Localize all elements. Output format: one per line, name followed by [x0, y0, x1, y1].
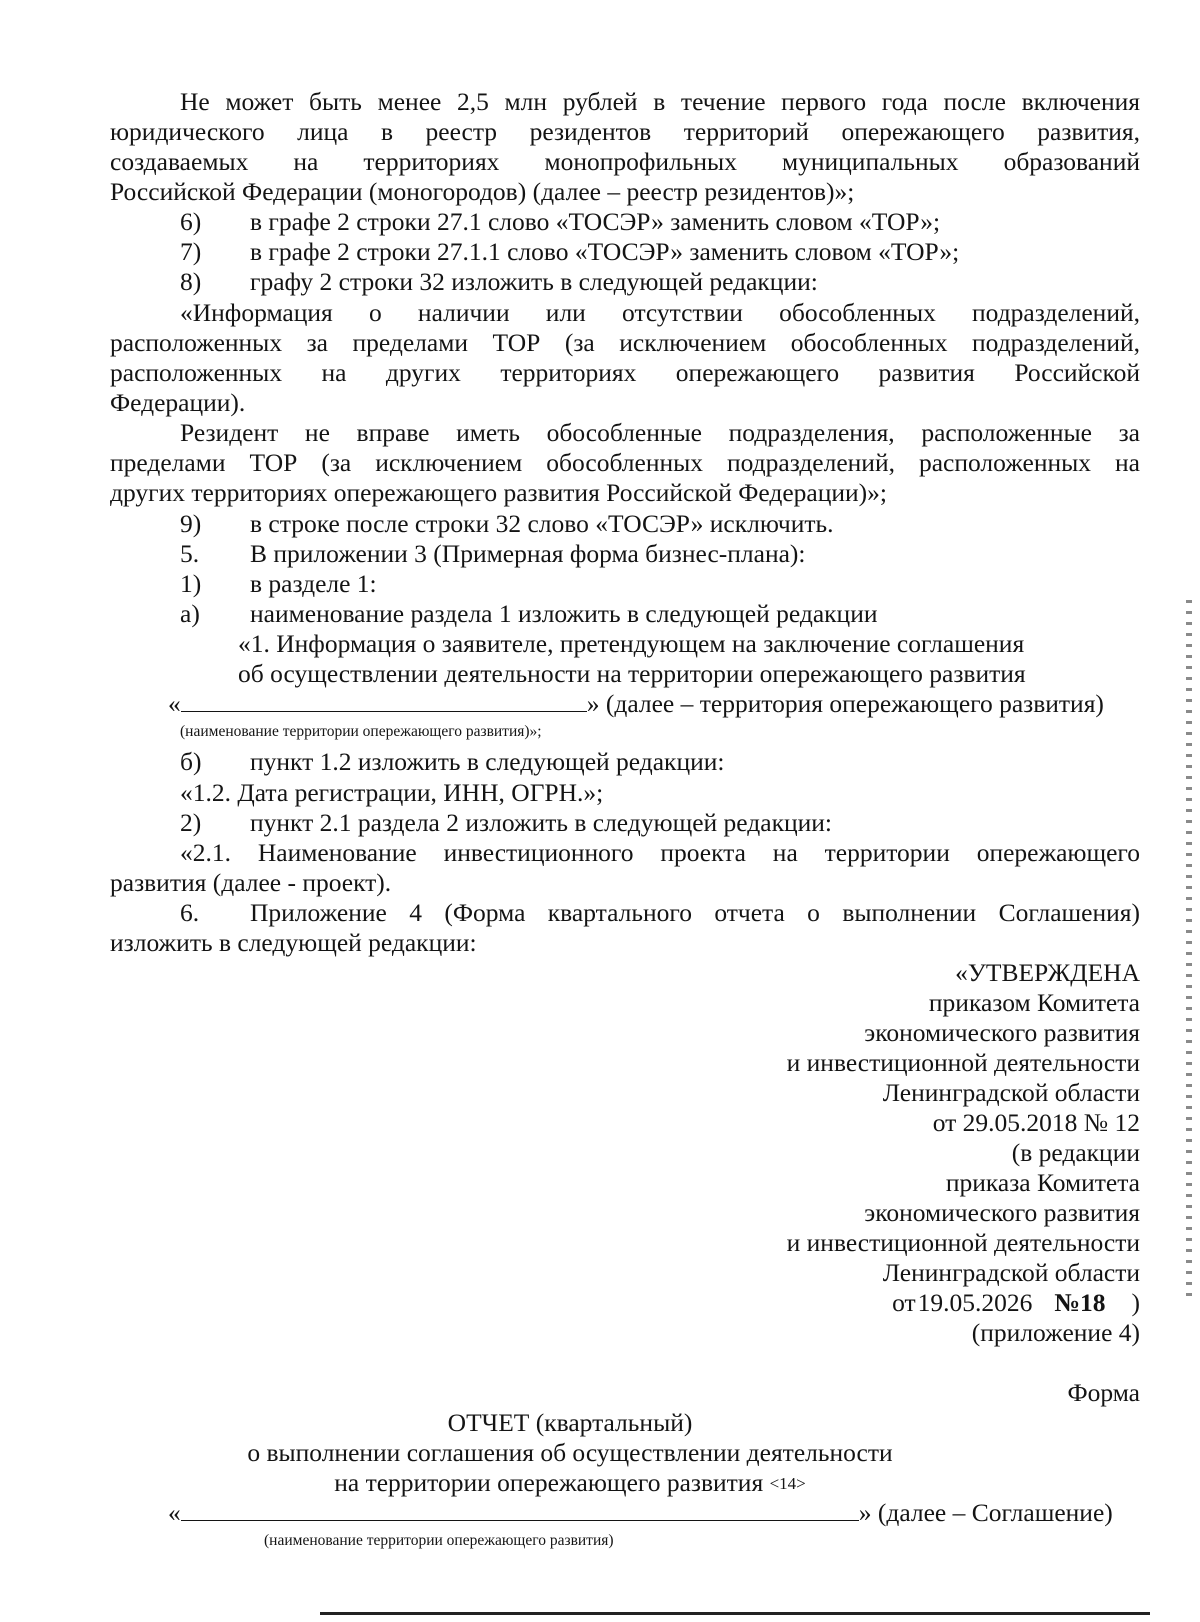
paragraph-line: Резидент не вправе иметь обособленные подразделения, расположенные за [180, 418, 1140, 447]
quote-open: « [168, 689, 181, 718]
paragraph-line: Не может быть менее 2,5 млн рублей в течение первого года после включения [180, 87, 1140, 116]
item-number: 9) [180, 509, 202, 538]
paragraph-line: создаваемых на территориях монопрофильных муниципальных образований [110, 147, 1140, 176]
quote-line: «1.2. Дата регистрации, ИНН, ОГРН.»; [180, 778, 604, 807]
item-text: В приложении 3 (Примерная форма бизнес-плана): [250, 539, 806, 568]
form-label: Форма [1067, 1378, 1140, 1407]
blank-caption: (наименование территории опережающего развития) [264, 1532, 614, 1549]
item-text: в разделе 1: [250, 569, 377, 598]
approval-line: Ленинградской области [882, 1078, 1140, 1107]
item-number: а) [180, 599, 200, 628]
paragraph-line: «2.1. Наименование инвестиционного проекта на территории опережающего [180, 838, 1140, 867]
approval-line: приказом Комитета [928, 988, 1140, 1017]
paragraph-line: расположенных за пределами ТОР (за исключением обособленных подразделений, [110, 328, 1140, 357]
quote-open: « [168, 1498, 181, 1527]
approval-line: и инвестиционной деятельности [786, 1048, 1140, 1077]
item-number: б) [180, 747, 202, 776]
paragraph-line: «Информация о наличии или отсутствии обособленных подразделений, [180, 298, 1140, 327]
quote-line: об осуществлении деятельности на территории опережающего развития [238, 659, 1026, 688]
item-text: в графе 2 строки 27.1.1 слово «ТОСЭР» заменить словом «ТОР»; [250, 237, 960, 266]
blank-suffix: » (далее – Соглашение) [858, 1498, 1113, 1527]
approval-line: Ленинградской области [882, 1258, 1140, 1287]
territory-blank-line [168, 689, 1198, 719]
approval-number: №18 [1054, 1288, 1106, 1317]
item-text: графу 2 строки 32 изложить в следующей редакции: [250, 267, 818, 296]
item-text: наименование раздела 1 изложить в следующей редакции [250, 599, 878, 628]
report-subtitle: о выполнении соглашения об осуществлении деятельности [247, 1438, 893, 1467]
item-number: 8) [180, 267, 202, 296]
footnote-ref: <14> [769, 1474, 806, 1493]
approval-date: 19.05.2026 [917, 1288, 1033, 1317]
approval-line: (в редакции [1011, 1138, 1140, 1167]
item-text: пункт 2.1 раздела 2 изложить в следующей редакции: [250, 808, 832, 837]
paragraph-line: Федерации). [110, 388, 246, 417]
item-number: 1) [180, 569, 202, 598]
blank-underline [181, 689, 587, 712]
paragraph-line: юридического лица в реестр резидентов территорий опережающего развития, [110, 117, 1140, 146]
item-number: 6. [180, 898, 200, 927]
report-subtitle [0, 1468, 1170, 1498]
item-number: 6) [180, 207, 202, 236]
item-number: 2) [180, 808, 202, 837]
item-text: в строке после строки 32 слово «ТОСЭР» исключить. [250, 509, 834, 538]
blank-underline [181, 1498, 859, 1521]
approval-line: экономического развития [864, 1018, 1140, 1047]
paragraph-line: других территориях опережающего развития Российской Федерации)»; [110, 478, 887, 507]
item-number: 7) [180, 237, 202, 266]
approval-line: от 29.05.2018 № 12 [932, 1108, 1140, 1137]
appendix-label: (приложение 4) [971, 1318, 1140, 1347]
approval-line: и инвестиционной деятельности [786, 1228, 1140, 1257]
paragraph-line: расположенных на других территориях опережающего развития Российской [110, 358, 1140, 387]
page-bottom-rule [320, 1612, 1150, 1615]
close-paren: ) [1131, 1288, 1140, 1317]
paragraph-line: развития (далее - проект). [110, 868, 392, 897]
paragraph-line: пределами ТОР (за исключением обособленных подразделений, расположенных на [110, 448, 1140, 477]
quote-line: «1. Информация о заявителе, претендующем на заключение соглашения [238, 629, 1025, 658]
approval-line: приказа Комитета [945, 1168, 1140, 1197]
approval-line: «УТВЕРЖДЕНА [955, 958, 1140, 987]
paragraph-line: Российской Федерации (моногородов) (далее – реестр резидентов)»; [110, 177, 855, 206]
scan-edge-artifact [1186, 600, 1192, 1300]
blank-suffix: » (далее – территория опережающего развития) [586, 689, 1104, 718]
territory-blank-line [168, 1498, 1198, 1528]
item-text: пункт 1.2 изложить в следующей редакции: [250, 747, 725, 776]
report-subtitle-text: на территории опережающего развития [334, 1468, 764, 1497]
item-number: 5. [180, 539, 200, 568]
approval-date-line [892, 1288, 1140, 1318]
paragraph-line: Приложение 4 (Форма квартального отчета о выполнении Соглашения) [250, 898, 1140, 927]
report-title: ОТЧЕТ (квартальный) [447, 1408, 693, 1437]
approval-line: экономического развития [864, 1198, 1140, 1227]
date-prefix: от [892, 1288, 916, 1317]
item-text: в графе 2 строки 27.1 слово «ТОСЭР» заменить словом «ТОР»; [250, 207, 941, 236]
blank-caption: (наименование территории опережающего развития)»; [180, 723, 542, 740]
paragraph-line: изложить в следующей редакции: [110, 928, 477, 957]
